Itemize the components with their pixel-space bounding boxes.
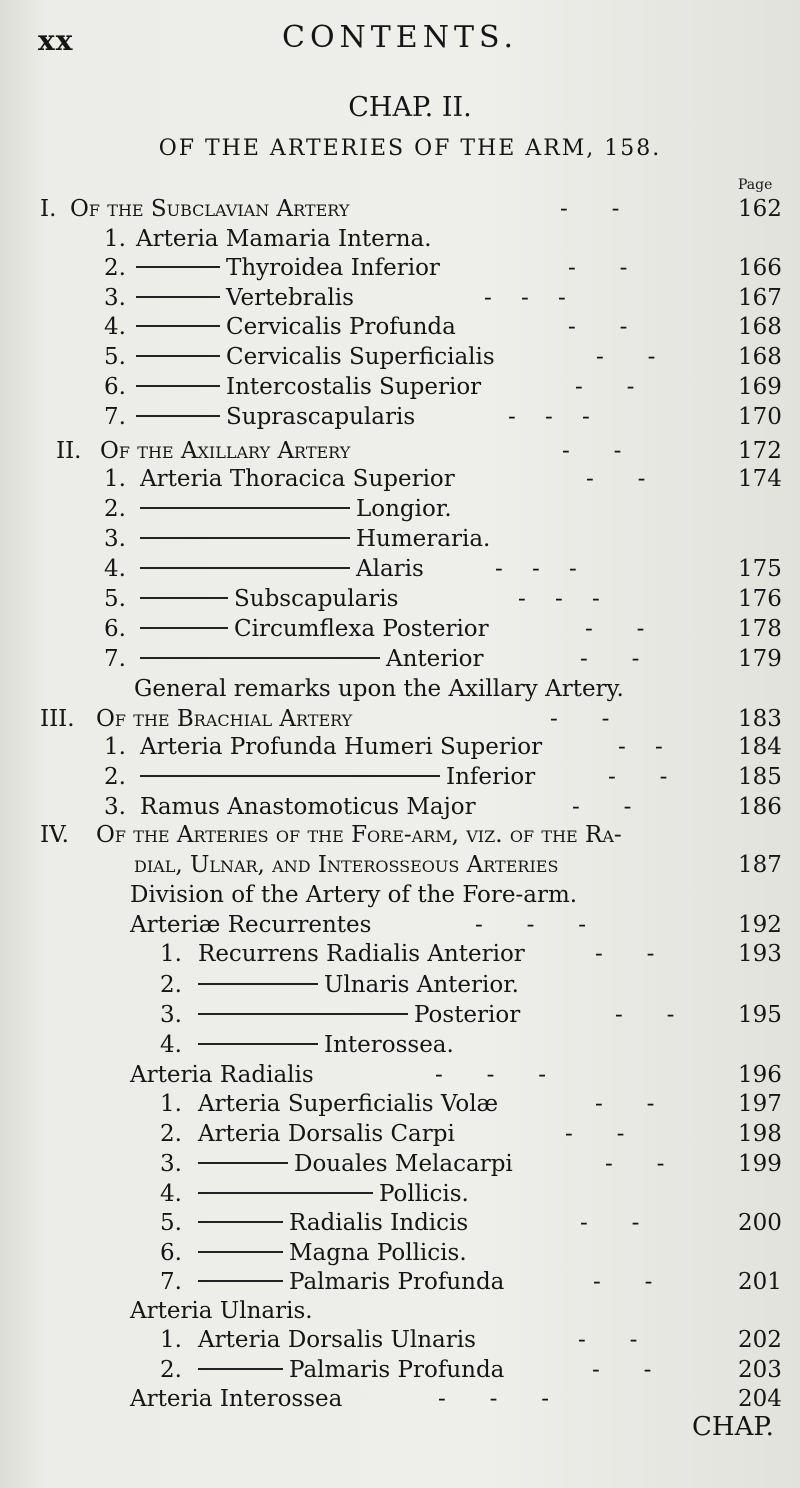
toc-entry [0, 255, 800, 285]
entry-number: 2. [104, 764, 126, 790]
leader-dashes: - - [592, 1357, 652, 1383]
toc-entry [0, 438, 800, 468]
leader-dashes: - - [550, 706, 610, 732]
catchword: CHAP. [692, 1412, 774, 1442]
toc-entry [0, 882, 800, 912]
entry-title-text: Arteria Radialis [130, 1062, 314, 1088]
entry-title [130, 1062, 314, 1088]
ditto-rule [198, 1162, 288, 1164]
entry-page-number: 198 [738, 1121, 782, 1147]
leader-dashes: - - [585, 616, 645, 642]
entry-title-text: dial, Ulnar, and Interosseous Arteries [134, 852, 559, 878]
toc-entry [0, 1121, 800, 1151]
entry-number: 4. [104, 314, 126, 340]
entry-title-text: Vertebralis [226, 285, 354, 311]
ditto-rule [198, 1013, 408, 1015]
entry-title-text: Subscapularis [234, 586, 399, 612]
leader-dashes: - - [595, 1091, 655, 1117]
entry-title [140, 586, 398, 612]
entry-title-text: Suprascapularis [226, 404, 416, 430]
entry-title [198, 1240, 467, 1266]
ditto-rule [140, 627, 228, 629]
entry-title-text: Intercostalis Superior [226, 374, 482, 400]
ditto-rule [136, 385, 220, 387]
ditto-rule [140, 567, 350, 569]
entry-page-number: 162 [738, 196, 782, 222]
toc-entry [0, 764, 800, 794]
ditto-rule [140, 597, 228, 599]
toc-entry [0, 1062, 800, 1092]
toc-entry [0, 556, 800, 586]
ditto-rule [198, 1251, 283, 1253]
entry-title [198, 1121, 455, 1147]
entry-title [134, 676, 624, 702]
toc-entry [0, 972, 800, 1002]
entry-page-number: 200 [738, 1210, 782, 1236]
entry-title [198, 1002, 520, 1028]
leader-dashes: - - [618, 734, 663, 760]
entry-title [130, 1298, 313, 1324]
entry-title-text: General remarks upon the Axillary Artery. [134, 676, 624, 702]
leader-dashes: - - [578, 1327, 638, 1353]
entry-title [140, 556, 424, 582]
entry-page-number: 204 [738, 1386, 782, 1412]
entry-number: 2. [160, 1121, 182, 1147]
entry-title [100, 438, 350, 464]
leader-dashes: - - - [508, 404, 590, 430]
leader-dashes: - - [568, 314, 628, 340]
entry-title-text: Palmaris Profunda [289, 1269, 505, 1295]
running-head: CONTENTS. [282, 20, 518, 55]
leader-dashes: - - [562, 438, 622, 464]
leader-dashes: - - - [475, 912, 587, 938]
toc-entry [0, 1386, 800, 1416]
entry-title [136, 314, 456, 340]
entry-title-text: Palmaris Profunda [289, 1357, 505, 1383]
leader-dashes: - - [586, 466, 646, 492]
ditto-rule [136, 355, 220, 357]
entry-title-text: Ulnaris Anterior. [324, 972, 519, 998]
toc-entry [0, 285, 800, 315]
ditto-rule [198, 1043, 318, 1045]
entry-number: 2. [160, 1357, 182, 1383]
entry-title [198, 941, 525, 967]
leader-dashes: - - [572, 794, 632, 820]
ditto-rule [140, 775, 440, 777]
entry-title-text: Circumflexa Posterior [234, 616, 489, 642]
entry-title-text: Thyroidea Inferior [226, 255, 440, 281]
entry-title-text: Alaris [356, 556, 424, 582]
entry-number: 3. [104, 526, 126, 552]
entry-page-number: 174 [738, 466, 782, 492]
leader-dashes: - - - [484, 285, 566, 311]
leader-dashes: - - - [495, 556, 577, 582]
entry-page-number: 167 [738, 285, 782, 311]
leader-dashes: - - - [518, 586, 600, 612]
entry-page-number: 179 [738, 646, 782, 672]
entry-title [130, 1386, 342, 1412]
entry-title [136, 374, 481, 400]
toc-entry [0, 646, 800, 676]
entry-title [96, 822, 622, 848]
entry-number: 5. [104, 586, 126, 612]
entry-title-text: Of the Arteries of the Fore-arm, viz. of the Ra- [96, 822, 622, 848]
entry-number: 1. [160, 1091, 182, 1117]
entry-title-text: Arteria Ulnaris. [130, 1298, 313, 1324]
entry-page-number: 176 [738, 586, 782, 612]
toc-entry [0, 822, 800, 852]
ditto-rule [198, 1221, 283, 1223]
ditto-rule [140, 507, 350, 509]
toc-entry [0, 1357, 800, 1387]
leader-dashes: - - [580, 646, 640, 672]
entry-title-text: Arteria Superficialis Volæ [198, 1091, 499, 1117]
leader-dashes: - - [615, 1002, 675, 1028]
entry-number: 7. [160, 1269, 182, 1295]
page-folio: xx [38, 24, 74, 57]
toc-entry [0, 196, 800, 226]
toc-entry [0, 852, 800, 882]
toc-entry [0, 794, 800, 824]
toc-entry [0, 1032, 800, 1062]
entry-title-text: Arteria Dorsalis Ulnaris [198, 1327, 476, 1353]
entry-title [96, 706, 352, 732]
entry-page-number: 168 [738, 344, 782, 370]
toc-entry [0, 1240, 800, 1270]
entry-title [136, 344, 495, 370]
ditto-rule [136, 296, 220, 298]
toc-entry [0, 1327, 800, 1357]
leader-dashes: - - [605, 1151, 665, 1177]
entry-title [198, 1210, 468, 1236]
ditto-rule [136, 415, 220, 417]
entry-title [140, 646, 483, 672]
entry-page-number: 169 [738, 374, 782, 400]
chapter-title: CHAP. II. [348, 92, 472, 123]
chapter-subtitle: OF THE ARTERIES OF THE ARM, 158. [158, 136, 662, 161]
entry-number: 3. [160, 1151, 182, 1177]
entry-number: III. [40, 706, 75, 732]
entry-title [140, 764, 535, 790]
entry-number: 3. [104, 794, 126, 820]
entry-title-text: Recurrens Radialis Anterior [198, 941, 525, 967]
entry-title [198, 1151, 513, 1177]
entry-title-text: Ramus Anastomoticus Major [140, 794, 476, 820]
toc-entry [0, 466, 800, 496]
toc-entry [0, 1210, 800, 1240]
entry-page-number: 202 [738, 1327, 782, 1353]
entry-title [136, 255, 440, 281]
entry-title-text: Magna Pollicis. [289, 1240, 467, 1266]
entry-number: I. [40, 196, 57, 222]
entry-number: 4. [160, 1032, 182, 1058]
entry-number: 1. [104, 226, 126, 252]
ditto-rule [198, 1280, 283, 1282]
entry-title [140, 734, 542, 760]
entry-page-number: 178 [738, 616, 782, 642]
entry-page-number: 172 [738, 438, 782, 464]
entry-number: 1. [104, 734, 126, 760]
toc-entry [0, 226, 800, 256]
entry-page-number: 203 [738, 1357, 782, 1383]
ditto-rule [198, 1192, 373, 1194]
entry-page-number: 166 [738, 255, 782, 281]
entry-title-text: Division of the Artery of the Fore-arm. [130, 882, 578, 908]
leader-dashes: - - [595, 941, 655, 967]
toc-entry [0, 912, 800, 942]
entry-title-text: Pollicis. [379, 1181, 469, 1207]
entry-page-number: 186 [738, 794, 782, 820]
toc-entry [0, 586, 800, 616]
entry-page-number: 192 [738, 912, 782, 938]
ditto-rule [140, 537, 350, 539]
toc-entry [0, 734, 800, 764]
leader-dashes: - - [596, 344, 656, 370]
entry-number: 4. [160, 1181, 182, 1207]
leader-dashes: - - [568, 255, 628, 281]
entry-title-text: Anterior [386, 646, 484, 672]
entry-title-text: Cervicalis Profunda [226, 314, 456, 340]
entry-page-number: 183 [738, 706, 782, 732]
entry-number: 1. [160, 941, 182, 967]
entry-number: 4. [104, 556, 126, 582]
entry-number: 6. [160, 1240, 182, 1266]
leader-dashes: - - [593, 1269, 653, 1295]
toc-entry [0, 941, 800, 971]
ditto-rule [136, 325, 220, 327]
leader-dashes: - - - [435, 1062, 547, 1088]
entry-title [140, 466, 455, 492]
toc-entry [0, 706, 800, 736]
entry-title-text: Of the Axillary Artery [100, 438, 351, 464]
entry-title-text: Douales Melacarpi [294, 1151, 513, 1177]
ditto-rule [198, 1368, 283, 1370]
entry-page-number: 168 [738, 314, 782, 340]
entry-title-text: Arteriæ Recurrentes [130, 912, 372, 938]
ditto-rule [136, 266, 220, 268]
ditto-rule [140, 657, 380, 659]
entry-number: 6. [104, 616, 126, 642]
entry-number: 1. [104, 466, 126, 492]
entry-title [198, 1357, 504, 1383]
entry-title-text: Longior. [356, 496, 452, 522]
toc-entry [0, 404, 800, 434]
ditto-rule [198, 983, 318, 985]
toc-entry [0, 374, 800, 404]
entry-page-number: 185 [738, 764, 782, 790]
entry-page-number: 199 [738, 1151, 782, 1177]
entry-page-number: 184 [738, 734, 782, 760]
entry-title-text: Posterior [414, 1002, 521, 1028]
entry-title-text: Radialis Indicis [289, 1210, 469, 1236]
entry-number: IV. [40, 822, 69, 848]
entry-number: 7. [104, 646, 126, 672]
entry-number: 6. [104, 374, 126, 400]
entry-title-text: Arteria Thoracica Superior [140, 466, 455, 492]
entry-title-text: Of the Subclavian Artery [70, 196, 350, 222]
entry-number: 3. [160, 1002, 182, 1028]
entry-page-number: 170 [738, 404, 782, 430]
entry-title [134, 852, 558, 878]
toc-entry [0, 1181, 800, 1211]
entry-title [140, 616, 489, 642]
toc-entry [0, 1269, 800, 1299]
entry-number: II. [56, 438, 82, 464]
entry-title-text: Arteria Dorsalis Carpi [198, 1121, 455, 1147]
entry-number: 1. [160, 1327, 182, 1353]
entry-title-text: Inferior [446, 764, 536, 790]
entry-title-text: Interossea. [324, 1032, 454, 1058]
page-column-label: Page [738, 177, 773, 193]
entry-page-number: 187 [738, 852, 782, 878]
entry-number: 7. [104, 404, 126, 430]
entry-title-text: Arteria Profunda Humeri Superior [140, 734, 543, 760]
entry-number: 2. [160, 972, 182, 998]
toc-entry [0, 344, 800, 374]
entry-title [140, 526, 490, 552]
toc-entry [0, 676, 800, 706]
entry-title [130, 912, 371, 938]
leader-dashes: - - [565, 1121, 625, 1147]
entry-page-number: 197 [738, 1091, 782, 1117]
entry-title-text: Humeraria. [356, 526, 491, 552]
entry-title [198, 972, 519, 998]
entry-title [198, 1181, 469, 1207]
entry-title-text: Cervicalis Superficialis [226, 344, 495, 370]
leader-dashes: - - [580, 1210, 640, 1236]
entry-title [140, 794, 476, 820]
entry-page-number: 201 [738, 1269, 782, 1295]
toc-entry [0, 1151, 800, 1181]
toc-entry [0, 616, 800, 646]
toc-entry [0, 1002, 800, 1032]
leader-dashes: - - [560, 196, 620, 222]
entry-number: 2. [104, 255, 126, 281]
entry-title [198, 1269, 504, 1295]
entry-page-number: 195 [738, 1002, 782, 1028]
leader-dashes: - - [575, 374, 635, 400]
leader-dashes: - - [608, 764, 668, 790]
entry-page-number: 193 [738, 941, 782, 967]
toc-entry [0, 1298, 800, 1328]
entry-title-text: Arteria Interossea [130, 1386, 343, 1412]
toc-entry [0, 1091, 800, 1121]
entry-number: 5. [104, 344, 126, 370]
leader-dashes: - - - [438, 1386, 550, 1412]
entry-title [198, 1091, 498, 1117]
entry-page-number: 196 [738, 1062, 782, 1088]
entry-title [140, 496, 452, 522]
toc-entry [0, 496, 800, 526]
entry-page-number: 175 [738, 556, 782, 582]
entry-title [198, 1327, 476, 1353]
toc-entry [0, 526, 800, 556]
entry-number: 3. [104, 285, 126, 311]
toc-entry [0, 314, 800, 344]
entry-title [136, 285, 354, 311]
entry-number: 2. [104, 496, 126, 522]
entry-title-text: Arteria Mamaria Interna. [136, 226, 432, 252]
entry-title [130, 882, 577, 908]
entry-title [136, 404, 415, 430]
entry-title [198, 1032, 454, 1058]
entry-number: 5. [160, 1210, 182, 1236]
entry-title-text: Of the Brachial Artery [96, 706, 353, 732]
entry-title [136, 226, 432, 252]
entry-title [70, 196, 349, 222]
